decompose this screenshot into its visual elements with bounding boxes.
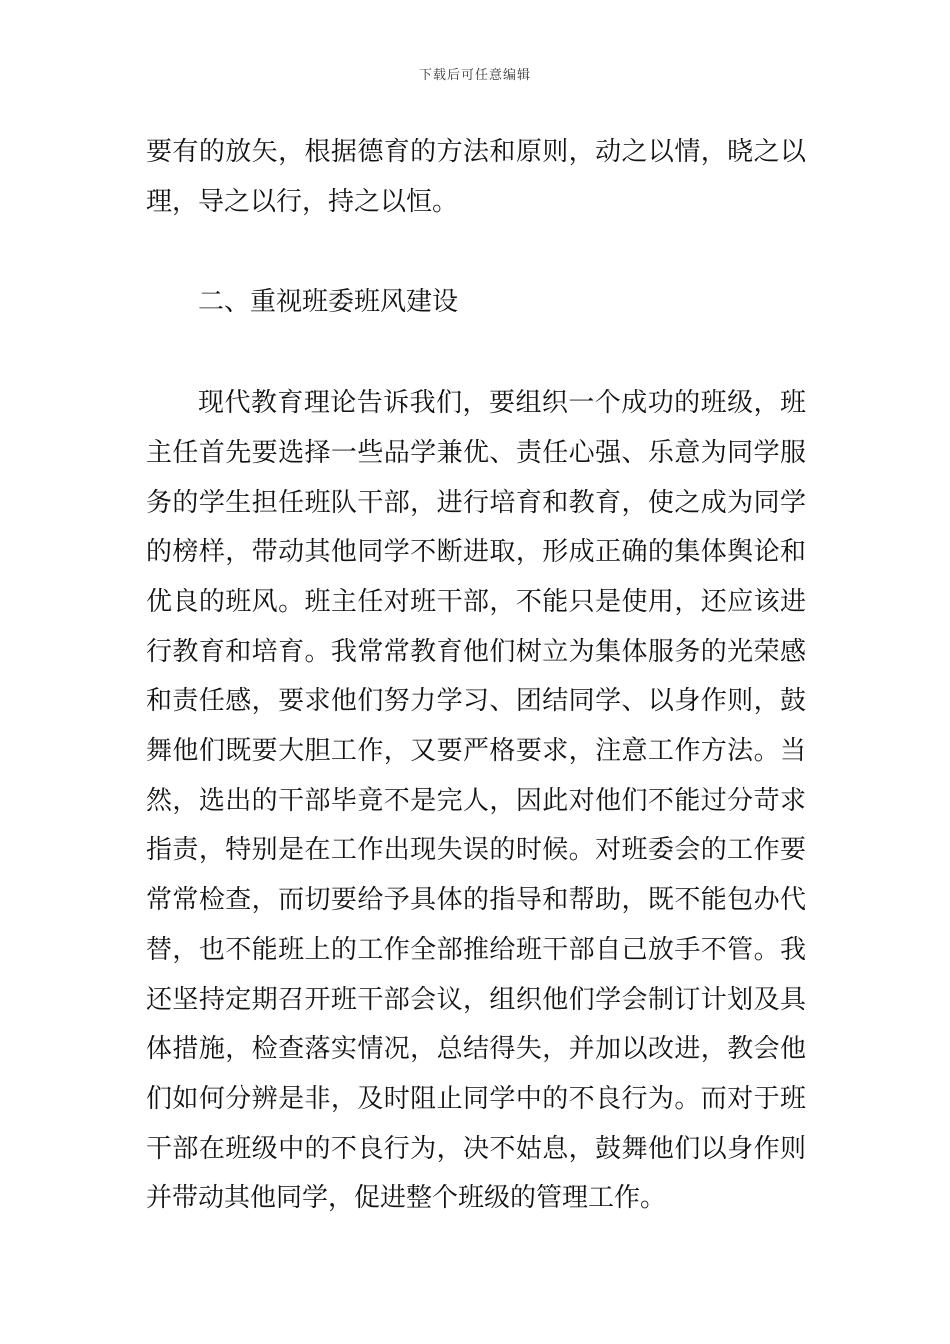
paragraph-continuation: 要有的放矢，根据德育的方法和原则，动之以情，晓之以理，导之以行，持之以恒。 (146, 137, 806, 217)
document-body (146, 128, 806, 1224)
page-header-note: 下载后可任意编辑 (418, 68, 531, 83)
paragraph-body: 现代教育理论告诉我们，要组织一个成功的班级，班主任首先要选择一些品学兼优、责任心强、乐意为同学服务的学生担任班队干部，进行培育和教育，使之成为同学的榜样，带动其他同学不断进取，形成正确的集体舆论和优良的班风。班主任对班干部，不能只是使用，还应该进行教育和培育。我常常教育他们树立为集体服务的光荣感和责任感，要求他们努力学习、团结同学、以身作则，鼓舞他们既要大胆工作，又要严格要求，注意工作方法。当然，选出的干部毕竟不是完人，因此对他们不能过分苛求指责，特别是在工作出现失误的时候。对班委会的工作要常常检查，而切要给予具体的指导和帮助，既不能包办代替，也不能班上的工作全部推给班干部自己放手不管。我还坚持定期召开班干部会议，组织他们学会制订计划及具体措施，检查落实情况，总结得失，并加以改进，教会他们如何分辨是非，及时阻止同学中的不良行为。而对于班干部在班级中的不良行为，决不姑息，鼓舞他们以身作则并带动其他同学，促进整个班级的管理工作。 (146, 388, 806, 1214)
section-heading: 二、重视班委班风建设 (198, 287, 459, 318)
